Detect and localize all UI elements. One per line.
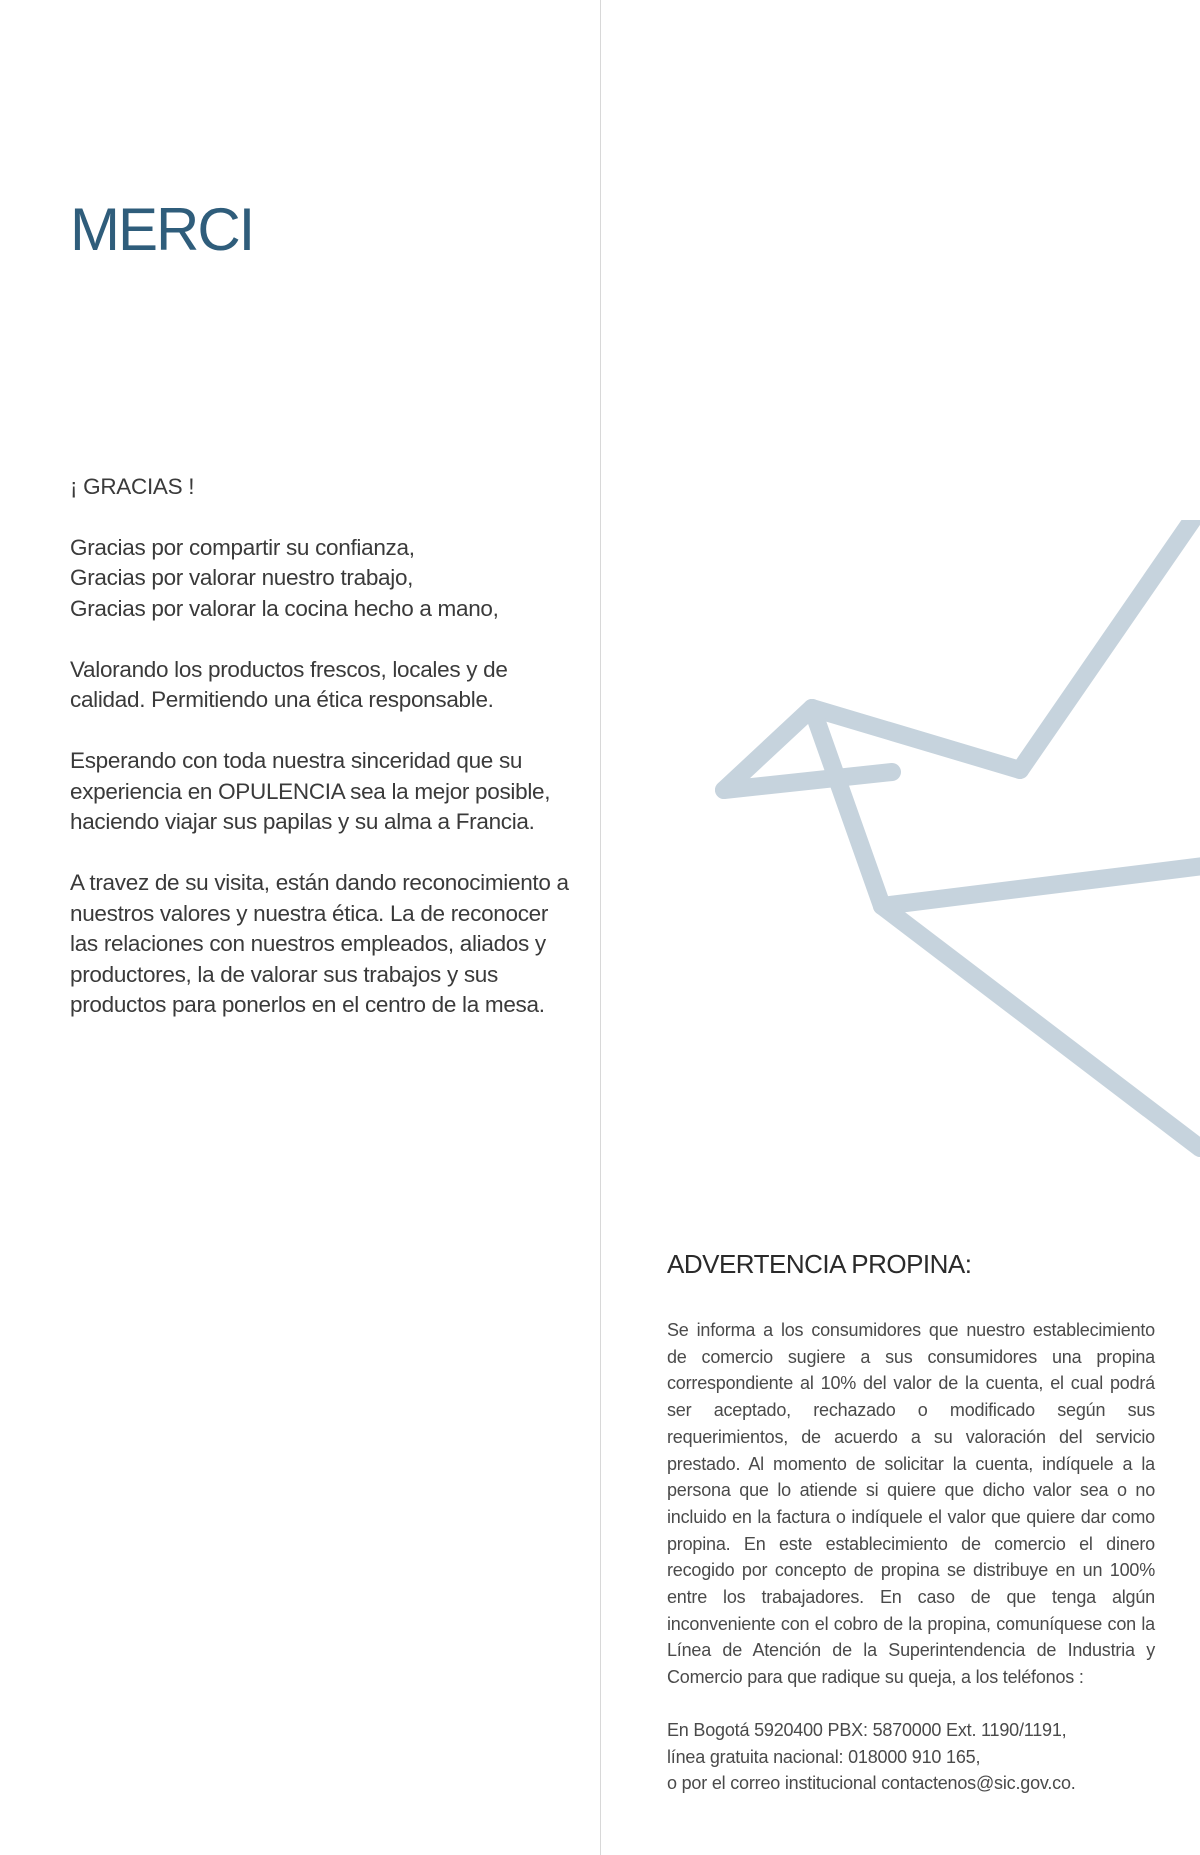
page-fold-divider [600,0,601,1855]
contact-line-email: o por el correo institucional contactenos@sic.gov.co. [667,1773,1076,1794]
bird-line [882,906,1200,1148]
thanks-stanza-3: Esperando con toda nuestra sinceridad que su experiencia en OPULENCIA sea la mejor posible, haciendo viajar sus papilas y su alma a Francia. [70,748,551,834]
page-title: MERCI [70,196,254,263]
thanks-heading: ¡ GRACIAS ! [70,474,195,499]
contact-line-bogota: En Bogotá 5920400 PBX: 5870000 Ext. 1190/1191, [667,1720,1067,1740]
contact-info [667,1717,1076,1797]
bird-line [1020,520,1200,770]
origami-bird-illustration [700,520,1200,1160]
thanks-line: Gracias por compartir su confianza, [70,534,415,560]
thanks-section [70,472,570,1051]
thanks-stanza-4: A travez de su visita, están dando reconocimiento a nuestros valores y nuestra ética. La de reconocer las relaciones con nuestros empleados, aliados y productores, la de valorar sus trabajos y sus productos para ponerlos en el centro de la mesa. [70,870,569,1017]
bird-line [812,708,882,906]
thanks-line: Gracias por valorar nuestro trabajo, [70,565,414,590]
contact-line-national: línea gratuita nacional: 018000 910 165, [667,1746,981,1767]
thanks-stanza-1 [70,533,570,625]
bird-line [812,708,1020,770]
thanks-line: Gracias por valorar la cocina hecho a mano, [70,595,499,621]
tip-warning-body: Se informa a los consumidores que nuestro establecimiento de comercio sugiere a sus consumidores una propina correspondiente al 10% del valor de la cuenta, el cual podrá ser aceptado, rechazado o modificado según sus requerimientos, de acuerdo a su valoración del servicio prestado. Al momento de solicitar la cuenta, indíquele a la persona que lo atiende si quiere que dicho valor sea o no incluido en la factura o indíquele el valor que quiere dar como propina. En este establecimiento de comercio el dinero recogido por concepto de propina se distribuye en un 100% entre los trabajadores. En caso de que tenga algún inconveniente con el cobro de la propina, comuníquese con la Línea de Atención de la Superintendencia de Industria y Comercio para que radique su queja, a los teléfonos : [667,1320,1155,1688]
tip-warning-title: ADVERTENCIA PROPINA: [667,1249,972,1279]
thanks-stanza-2: Valorando los productos frescos, locales y de calidad. Permitiendo una ética responsable. [70,656,508,712]
bird-line [882,864,1200,906]
